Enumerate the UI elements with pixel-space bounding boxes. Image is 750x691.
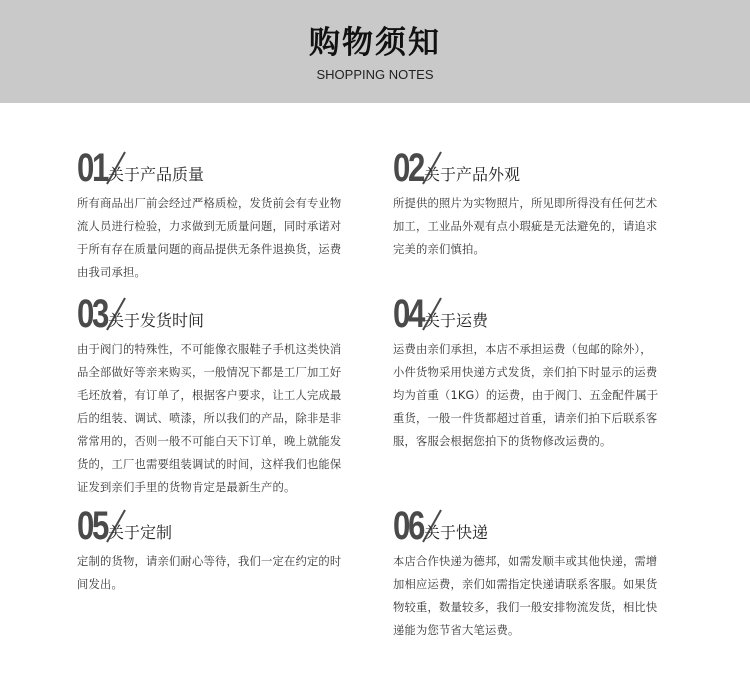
text-line: 品全部做好等亲来购买，一般情况下都是工厂加工好 xyxy=(77,366,342,379)
text-line: 加工，工业品外观有点小瑕疵是无法避免的，请追求 xyxy=(393,220,658,233)
section-number: 04 xyxy=(393,292,424,336)
section-product-appearance xyxy=(393,146,693,261)
section-title: 关于运费 xyxy=(424,311,489,330)
section-text xyxy=(77,550,377,596)
section-heading xyxy=(393,292,693,338)
text-line: 毛坯放着，有订单了，根据客户要求，让工人完成最 xyxy=(77,389,342,402)
page-title: 购物须知 xyxy=(309,25,441,61)
text-line: 货的，工厂也需要组装调试的时间，这样我们也能保 xyxy=(77,458,342,471)
section-title: 关于产品质量 xyxy=(108,165,205,184)
text-line: 间发出。 xyxy=(77,578,123,591)
text-line: 服，客服会根据您拍下的货物修改运费的。 xyxy=(393,435,612,448)
section-heading xyxy=(77,504,377,550)
text-line: 完美的亲们慎拍。 xyxy=(393,243,485,256)
header-banner xyxy=(0,0,750,103)
section-number: 02 xyxy=(393,146,424,190)
text-line: 所提供的照片为实物照片，所见即所得没有任何艺术 xyxy=(393,197,658,210)
section-text xyxy=(393,338,693,453)
text-line: 加相应运费，亲们如需指定快递请联系客服。如果货 xyxy=(393,578,658,591)
section-number: 06 xyxy=(393,504,424,548)
text-line: 物较重，数量较多，我们一般安排物流发货，相比快 xyxy=(393,601,658,614)
section-number: 05 xyxy=(77,504,108,548)
text-line: 均为首重（1KG）的运费，由于阀门、五金配件属于 xyxy=(393,389,659,402)
text-line: 由我司承担。 xyxy=(77,266,146,279)
text-line: 流人员进行检验，力求做到无质量问题，同时承诺对 xyxy=(77,220,342,233)
text-line: 常常用的，否则一般不可能白天下订单，晚上就能发 xyxy=(77,435,342,448)
text-line: 小件货物采用快递方式发货，亲们拍下时显示的运费 xyxy=(393,366,658,379)
section-text xyxy=(77,192,377,284)
section-number: 03 xyxy=(77,292,108,336)
text-line: 定制的货物，请亲们耐心等待，我们一定在约定的时 xyxy=(77,555,342,568)
text-line: 于所有存在质量问题的商品提供无条件退换货，运费 xyxy=(77,243,342,256)
section-title: 关于快递 xyxy=(424,523,489,542)
text-line: 重货，一般一件货都超过首重，请亲们拍下后联系客 xyxy=(393,412,658,425)
section-shipping-fee xyxy=(393,292,693,453)
section-heading xyxy=(393,504,693,550)
section-customization xyxy=(77,504,377,596)
text-line: 本店合作快递为德邦，如需发顺丰或其他快递，需增 xyxy=(393,555,658,568)
section-shipping-time xyxy=(77,292,377,499)
section-title: 关于发货时间 xyxy=(108,311,205,330)
page-subtitle: SHOPPING NOTES xyxy=(316,67,434,82)
section-heading xyxy=(77,292,377,338)
text-line: 证发到亲们手里的货物肯定是最新生产的。 xyxy=(77,481,296,494)
section-title: 关于产品外观 xyxy=(424,165,521,184)
section-text xyxy=(393,192,693,261)
section-courier xyxy=(393,504,693,642)
section-title: 关于定制 xyxy=(108,523,173,542)
section-product-quality xyxy=(77,146,377,284)
text-line: 后的组装、调试、喷漆，所以我们的产品，除非是非 xyxy=(77,412,342,425)
text-line: 运费由亲们承担，本店不承担运费（包邮的除外）， xyxy=(393,343,652,356)
section-number: 01 xyxy=(77,146,108,190)
section-heading xyxy=(393,146,693,192)
section-text xyxy=(77,338,377,499)
text-line: 递能为您节省大笔运费。 xyxy=(393,624,520,637)
section-heading xyxy=(77,146,377,192)
text-line: 所有商品出厂前会经过严格质检，发货前会有专业物 xyxy=(77,197,342,210)
section-text xyxy=(393,550,693,642)
text-line: 由于阀门的特殊性，不可能像衣服鞋子手机这类快消 xyxy=(77,343,342,356)
